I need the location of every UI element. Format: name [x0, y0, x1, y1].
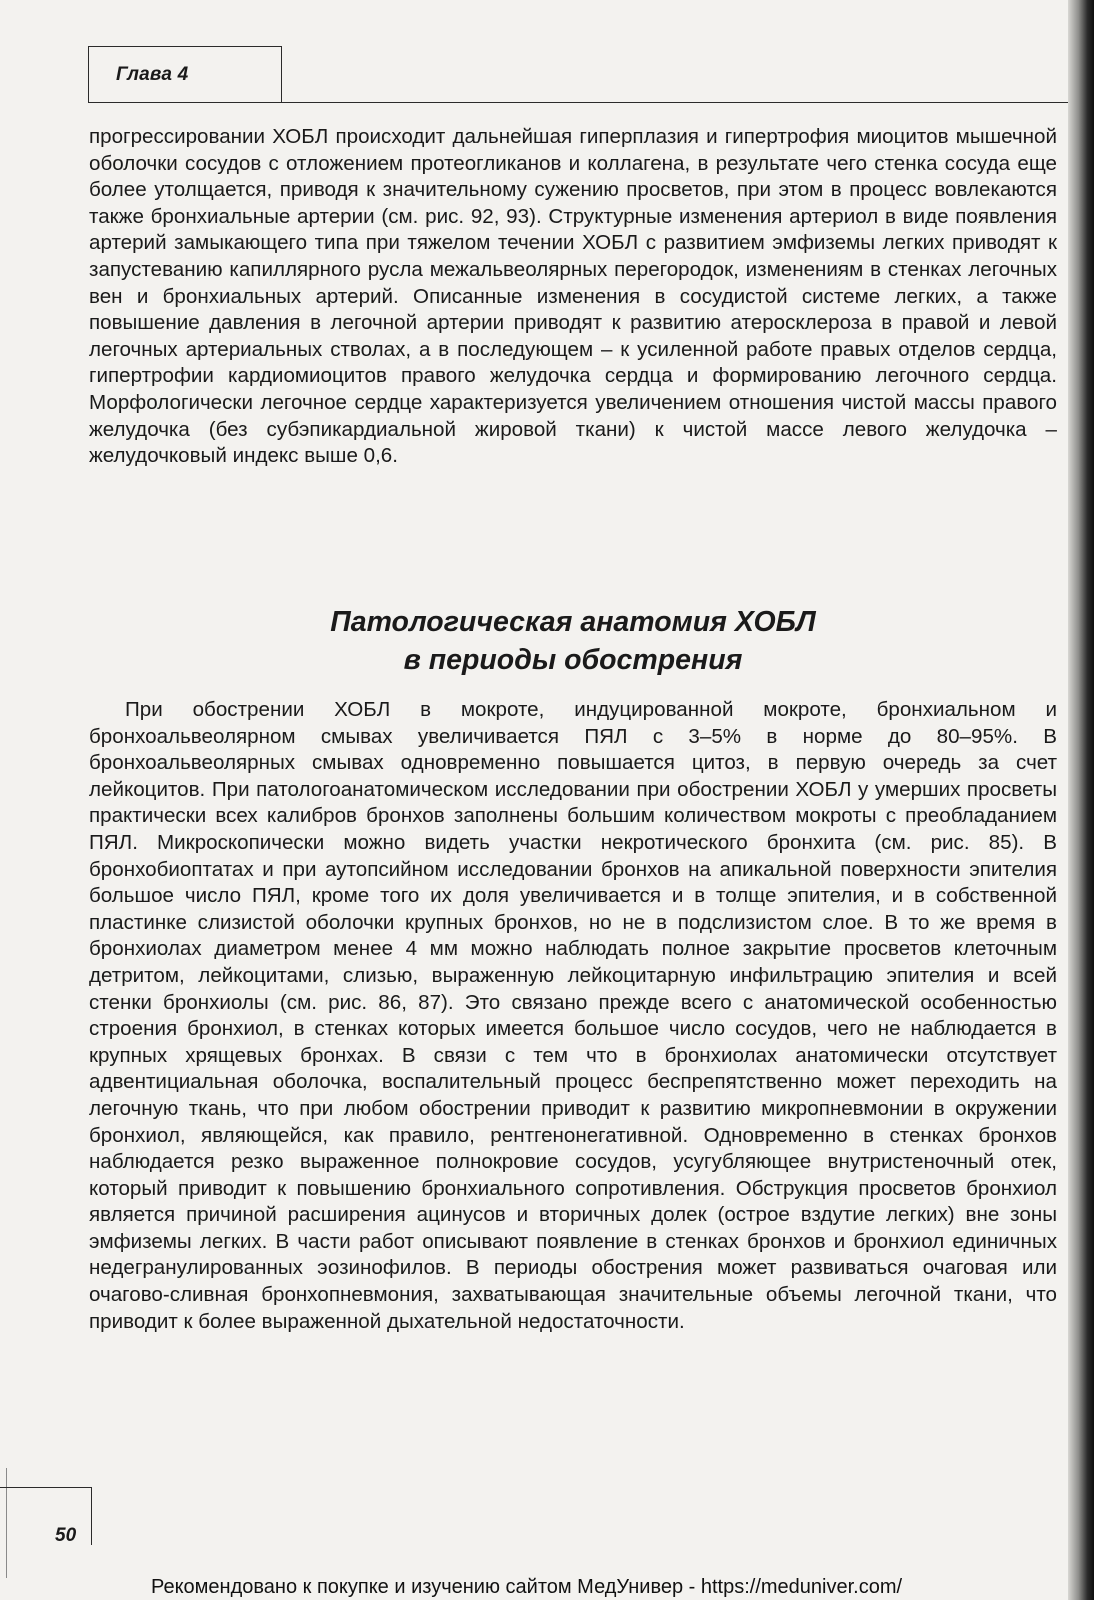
section-heading — [89, 603, 1057, 679]
header-rule — [88, 102, 1068, 103]
body-paragraph-1: прогрессировании ХОБЛ происходит дальнейшая гиперплазия и гипертрофия миоцитов мышечной оболочки сосудов с отложением протеогликанов и коллагена, в результате чего стенка сосуда еще более утолщается, приводя к значительному сужению просветов, при этом в процесс вовлекаются также бронхиальные артерии (см. рис. 92, 93). Структурные изменения артериол в виде появления артерий замыкающего типа при тяжелом течении ХОБЛ с развитием эмфиземы легких приводят к запустеванию капиллярного русла межальвеолярных перегородок, изменениям в стенках легочных вен и бронхиальных артерий. Описанные изменения в сосудистой системе легких, а также повышение давления в легочной артерии приводят к развитию атеросклероза в правой и левой легочных артериальных стволах, а в последующем – к усиленной работе правых отделов сердца, гипертрофии кардиомиоцитов правого желудочка сердца и формированию легочного сердца. Морфологически легочное сердце характеризуется увеличением отношения чистой массы правого желудочка (без субэпикардиальной жировой ткани) к чистой массе левого желудочка – желудочковый индекс выше 0,6. — [89, 125, 1057, 468]
page-number-box — [0, 1487, 92, 1545]
section-heading-line-2: в периоды обострения — [403, 644, 743, 676]
footer-watermark: Рекомендовано к покупке и изучению сайтом МедУнивер - https://meduniver.com/ — [151, 1576, 903, 1598]
chapter-label: Глава 4 — [116, 64, 189, 85]
body-paragraph-2: При обострении ХОБЛ в мокроте, индуцированной мокроте, бронхиальном и бронхоальвеолярном смывах увеличивается ПЯЛ с 3–5% в норме до 80–95%. В бронхоальвеолярных смывах одновременно повышается цитоз, в первую очередь за счет лейкоцитов. При патологоанатомическом исследовании при обострении ХОБЛ у умерших просветы практически всех калибров бронхов заполнены большим количеством мокроты с преобладанием ПЯЛ. Микроскопически можно видеть участки некротического бронхита (см. рис. 85). В бронхобиоптатах и при аутопсийном исследовании бронхов на апикальной поверхности эпителия большое число ПЯЛ, кроме того их доля увеличивается и в толще эпителия, и в собственной пластинке слизистой оболочки крупных бронхов, но не в подслизистом слое. В то же время в бронхиолах диаметром менее 4 мм можно наблюдать полное закрытие просветов клеточным детритом, лейкоцитами, слизью, выраженную лейкоцитарную инфильтрацию эпителия и всей стенки бронхиолы (см. рис. 86, 87). Это связано прежде всего с анатомической особенностью строения бронхиол, в стенках которых имеется большое число сосудов, чего не наблюдается в крупных хрящевых бронхах. В связи с тем что в бронхиолах анатомически отсутствует адвентициальная оболочка, воспалительный процесс беспрепятственно может переходить на легочную ткань, что при любом обострении приводит к развитию микропневмонии в окружении бронхиол, являющейся, как правило, рентгенонегативной. Одновременно в стенках бронхов наблюдается резко выраженное полнокровие сосудов, усугубляющее внутристеночный отек, который приводит к повышению бронхиального сопротивления. Обструкция просветов бронхиол является причиной расширения ацинусов и вторичных долек (острое вздутие легких) вне зоны эмфиземы легких. В части работ описывают появление в стенках бронхов и бронхиол единичных недегранулированных эозинофилов. В периоды обострения может развиваться очаговая или очагово-сливная бронхопневмония, захватывающая значительные объемы легочной ткани, что приводит к более выраженной дыхательной недостаточности. — [89, 698, 1057, 1333]
page-edge-shadow — [1068, 0, 1094, 1600]
page-number: 50 — [55, 1525, 77, 1546]
section-heading-line-1: Патологическая анатомия ХОБЛ — [330, 606, 816, 638]
